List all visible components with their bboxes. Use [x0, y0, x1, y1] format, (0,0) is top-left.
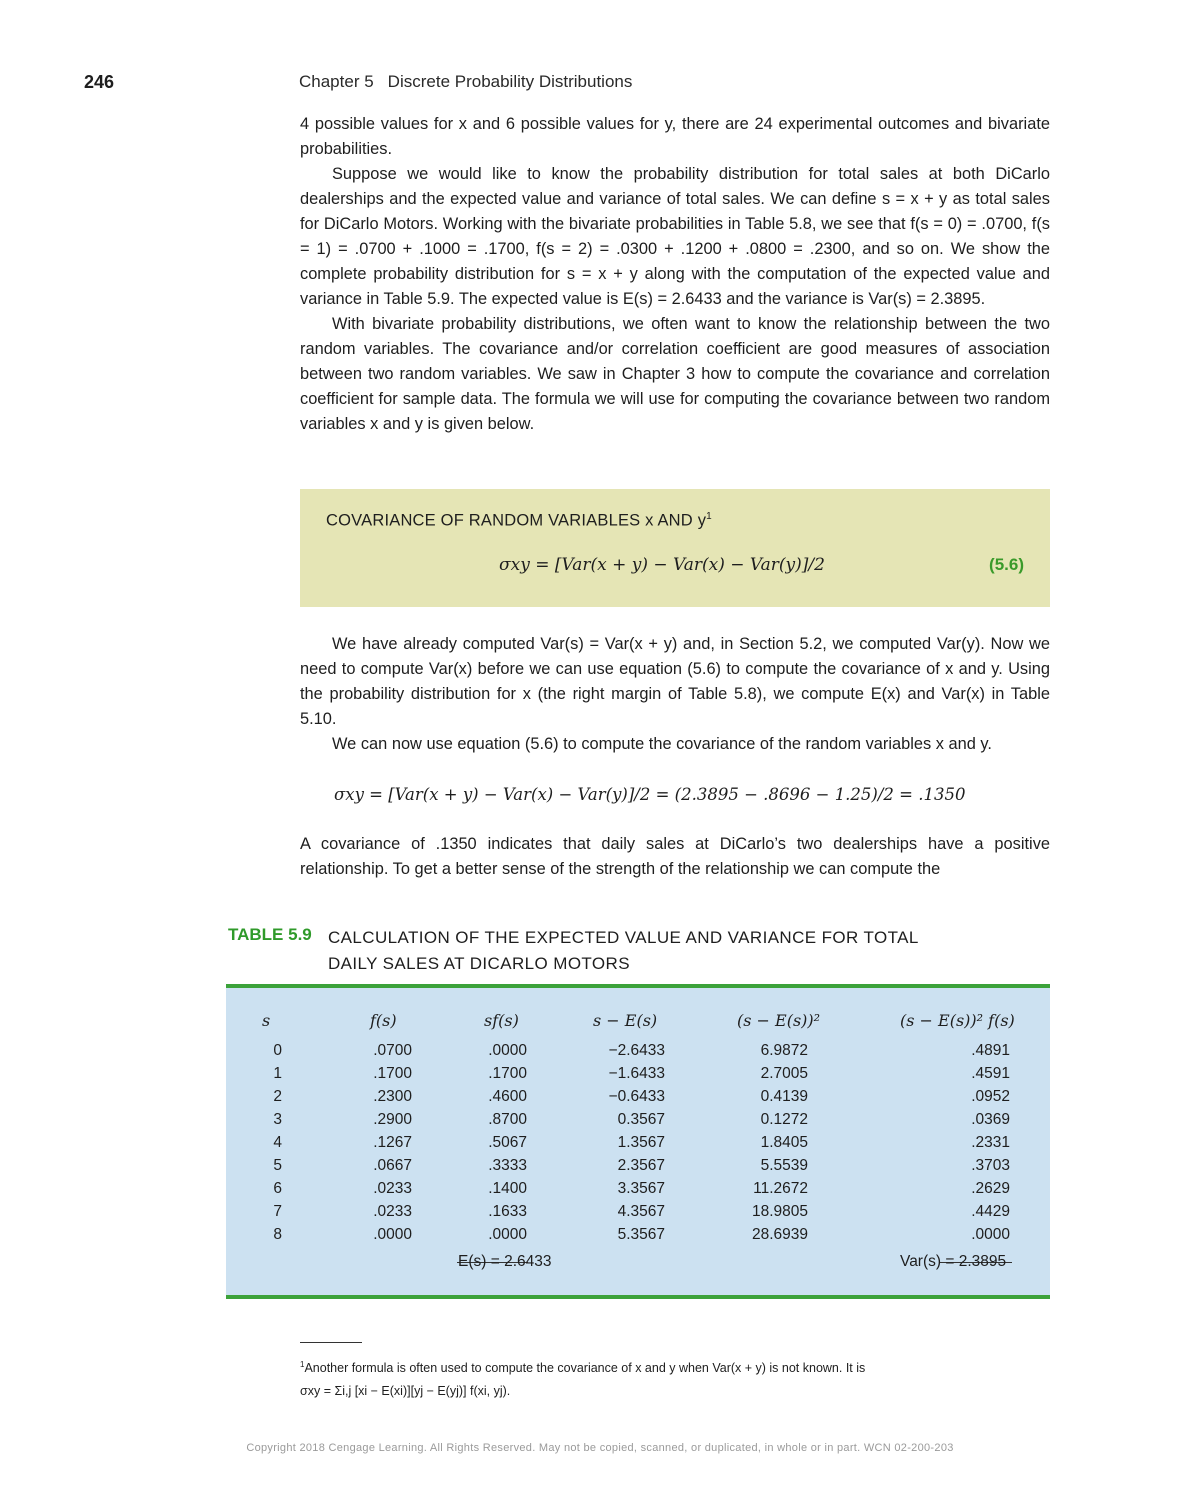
table-cell: .4429 [971, 1203, 1010, 1220]
table-cell: .2629 [971, 1180, 1010, 1197]
table-cell: 0.1272 [760, 1111, 808, 1128]
table-cell: 0.3567 [617, 1111, 665, 1128]
footnote-line: Another formula is often used to compute the covariance of x and y when Var(x + y) is not known. It is [304, 1361, 866, 1376]
table-cell: −0.6433 [608, 1088, 665, 1105]
table-cell: .1400 [488, 1180, 527, 1197]
table-cell: 18.9805 [751, 1203, 808, 1220]
table-cell: .1267 [373, 1134, 412, 1151]
table-cell: .0952 [971, 1088, 1010, 1105]
table-title: CALCULATION OF THE EXPECTED VALUE AND VARIANCE FOR TOTAL DAILY SALES AT DICARLO MOTORS [328, 928, 919, 973]
table-cell: 0.4139 [760, 1088, 808, 1105]
table-cell: .0233 [373, 1203, 412, 1220]
table-cell: 1 [273, 1065, 282, 1082]
table-cell: −2.6433 [608, 1042, 665, 1059]
paragraph: A covariance of .1350 indicates that daily sales at DiCarlo’s two dealerships have a positive relationship. To get a better sense of the strength of the relationship we can compute the [300, 835, 1050, 878]
paragraph: 4 possible values for x and 6 possible values for y, there are 24 experimental outcomes and bivariate probabilities. [300, 115, 1050, 158]
table-cell: 8 [273, 1226, 282, 1243]
table-cell: 4 [273, 1134, 282, 1151]
footnote-formula: σxy = Σi,j [xi − E(xi)][yj − E(yj)] f(xi, yj). [300, 1384, 511, 1399]
column-header: s − E(s) [593, 1011, 658, 1030]
paragraph: We can now use equation (5.6) to compute the covariance of the random variables x and y. [332, 735, 992, 753]
table-cell: 0 [273, 1042, 282, 1059]
table-cell: 5.3567 [617, 1226, 665, 1243]
table-cell: 5.5539 [760, 1157, 808, 1174]
copyright-notice: Copyright 2018 Cengage Learning. All Rights Reserved. May not be copied, scanned, or duplicated, in whole or in part. WCN 02-200-203 [246, 1442, 954, 1454]
table-cell: .0667 [373, 1157, 412, 1174]
body-text-top [300, 112, 1050, 437]
body-text-middle [300, 632, 1050, 757]
table-cell: 3.3567 [617, 1180, 665, 1197]
table-cell: .1700 [373, 1065, 412, 1082]
column-header: (s − E(s))² f(s) [900, 1011, 1015, 1030]
column-header: sf(s) [484, 1011, 519, 1030]
table-cell: .0000 [971, 1226, 1010, 1243]
table-cell: .3333 [488, 1157, 527, 1174]
table-cell: .1633 [488, 1203, 527, 1220]
table-cell: 3 [273, 1111, 282, 1128]
page-number: 246 [84, 72, 115, 92]
table-cell: .1700 [488, 1065, 527, 1082]
table-cell: .0233 [373, 1180, 412, 1197]
table-cell: .0000 [488, 1226, 527, 1243]
table-cell: .4591 [971, 1065, 1010, 1082]
variance-total: Var(s) = 2.3895 [900, 1253, 1007, 1270]
table-cell: .8700 [488, 1111, 527, 1128]
table-cell: .0000 [373, 1226, 412, 1243]
table-cell: .2900 [373, 1111, 412, 1128]
table-cell: 2.3567 [617, 1157, 665, 1174]
table-cell: .2300 [373, 1088, 412, 1105]
paragraph: With bivariate probability distributions, we often want to know the relationship between the two random variables. The covariance and/or correlation coefficient are good measures of association between two random variables. We saw in Chapter 3 how to compute the covariance and correlation coefficient for sample data. The formula we will use for computing the covariance between two random variables x and y is given below. [300, 315, 1050, 433]
table-cell: .4600 [488, 1088, 527, 1105]
footnote [300, 1353, 1050, 1403]
table-cell: 11.2672 [753, 1180, 808, 1197]
footnote-rule [300, 1342, 362, 1343]
table-cell: −1.6433 [608, 1065, 665, 1082]
expected-value-total: E(s) = 2.6433 [458, 1253, 552, 1270]
chapter-label: Chapter 5 [299, 72, 374, 91]
running-head [299, 72, 632, 92]
column-header: (s − E(s))² [737, 1011, 821, 1030]
body-text-bottom [300, 832, 1050, 882]
column-header: f(s) [370, 1011, 397, 1030]
table-cell: .0369 [971, 1111, 1010, 1128]
table-cell: .3703 [971, 1157, 1010, 1174]
table-cell: 6 [273, 1180, 282, 1197]
table-cell: 2 [273, 1088, 282, 1105]
paragraph: We have already computed Var(s) = Var(x + y) and, in Section 5.2, we computed Var(y). Now we need to compute Var(x) before we can use equation (5.6) to compute the covariance of x and y. Using the probability distribution for x (the right margin of Table 5.8), we compute E(x) and Var(x) in Table 5.10. [300, 635, 1050, 728]
formula-box [300, 489, 1050, 607]
formula-box-title: COVARIANCE OF RANDOM VARIABLES x AND $y^1$ [326, 511, 712, 530]
table-cell: 6.9872 [760, 1042, 808, 1059]
table-cell: .5067 [488, 1134, 527, 1151]
footnote-marker: 1 [706, 511, 712, 522]
table-cell: 1.3567 [617, 1134, 665, 1151]
table-label: TABLE 5.9 [228, 925, 312, 944]
covariance-computation: σxy = [Var(x + y) − Var(x) − Var(y)]/2 = (2.3895 − .8696 − 1.25)/2 = .1350 [334, 785, 966, 804]
table-cell: 28.6939 [751, 1226, 808, 1243]
table-cell: 1.8405 [760, 1134, 808, 1151]
table-cell: 2.7005 [760, 1065, 808, 1082]
table-cell: .0700 [373, 1042, 412, 1059]
chapter-title: Discrete Probability Distributions [387, 72, 633, 91]
table-cell: .4891 [971, 1042, 1010, 1059]
paragraph: Suppose we would like to know the probability distribution for total sales at both DiCarlo dealerships and the expected value and variance of total sales. We can define s = x + y as total sales for DiCarlo Motors. Working with the bivariate probabilities in Table 5.8, we see that f(s = 0) = .0700, f(s = 1) = .0700 + .1000 = .1700, f(s = 2) = .0300 + .1200 + .0800 = .2300, and so on. We show the complete probability distribution for s = x + y along with the computation of the expected value and variance in Table 5.9. The expected value is E(s) = 2.6433 and the variance is Var(s) = 2.3895. [300, 165, 1050, 308]
footnote-number: 1 [300, 1360, 305, 1369]
table-cell: 4.3567 [617, 1203, 665, 1220]
table-cell: .2331 [971, 1134, 1010, 1151]
equation-number: (5.6) [989, 555, 1024, 574]
covariance-formula: σxy = [Var(x + y) − Var(x) − Var(y)]/2 [499, 555, 825, 575]
table-cell: 7 [273, 1203, 282, 1220]
column-header: s [262, 1011, 271, 1030]
table-cell: 5 [273, 1157, 282, 1174]
table-cell: .0000 [488, 1042, 527, 1059]
